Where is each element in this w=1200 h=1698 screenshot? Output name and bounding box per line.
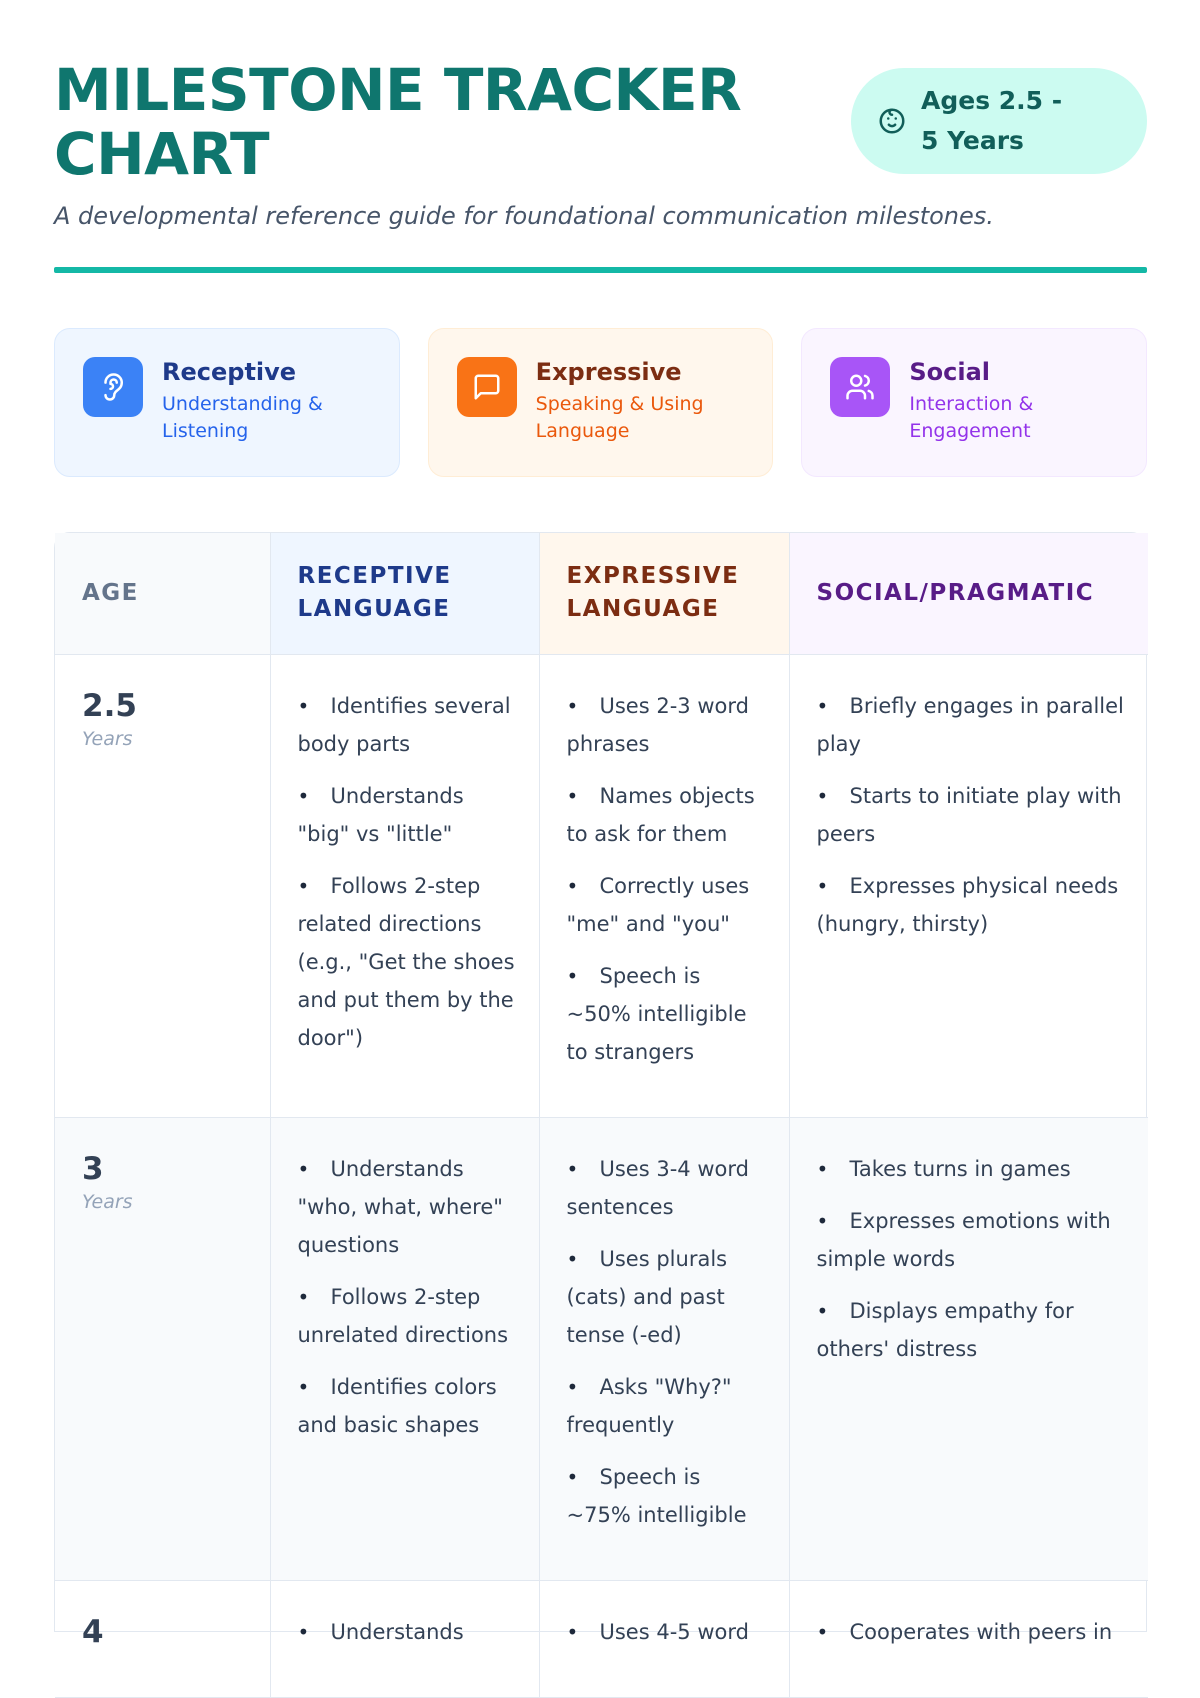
- category-description: Speaking & Using Language: [535, 393, 704, 442]
- list-item: • Speech is ~50% intelligible to strangers: [567, 957, 769, 1071]
- column-header-receptive: RECEPTIVE LANGUAGE: [270, 533, 539, 654]
- page-subtitle: A developmental reference guide for foundational communication milestones.: [54, 202, 994, 230]
- list-item: • Uses 4-5 word: [567, 1613, 769, 1651]
- age-range-label: Ages 2.5 - 5 Years: [921, 86, 1063, 155]
- age-cell: [55, 1117, 270, 1580]
- age-value: 3: [82, 1150, 104, 1187]
- list-item: • Expresses emotions with simple words: [817, 1202, 1129, 1278]
- list-item: • Identifies colors and basic shapes: [298, 1368, 519, 1444]
- category-description: Interaction & Engagement: [909, 393, 1034, 442]
- receptive-cell: [270, 654, 539, 1117]
- list-item: • Uses 3-4 word sentences: [567, 1150, 769, 1226]
- list-item: • Correctly uses "me" and "you": [567, 867, 769, 943]
- category-card-social: [801, 328, 1147, 477]
- list-item: • Speech is ~75% intelligible: [567, 1458, 769, 1534]
- list-item: • Cooperates with peers in: [817, 1613, 1129, 1651]
- list-item: • Uses 2-3 word phrases: [567, 687, 769, 763]
- page-title: MILESTONE TRACKER CHART: [54, 56, 742, 188]
- table-header-row: [55, 533, 1148, 654]
- age-range-badge: [851, 68, 1147, 174]
- social-cell: [789, 1580, 1148, 1697]
- category-title: Expressive: [535, 358, 682, 386]
- age-value: 4: [82, 1613, 104, 1650]
- category-card-expressive: [428, 328, 774, 477]
- list-item: • Understands "who, what, where" questions: [298, 1150, 519, 1264]
- list-item: • Asks "Why?" frequently: [567, 1368, 769, 1444]
- speech-bubble-icon: [457, 357, 517, 417]
- list-item: • Starts to initiate play with peers: [817, 777, 1129, 853]
- table-row: [55, 654, 1148, 1117]
- list-item: • Identifies several body parts: [298, 687, 519, 763]
- list-item: • Uses plurals (cats) and past tense (-ed): [567, 1240, 769, 1354]
- ear-icon: [83, 357, 143, 417]
- age-cell: [55, 654, 270, 1117]
- category-title: Social: [909, 358, 990, 386]
- column-header-social: SOCIAL/PRAGMATIC: [789, 533, 1148, 654]
- age-unit: Years: [82, 1190, 133, 1213]
- list-item: • Follows 2-step related directions (e.g., "Get the shoes and put them by the door"): [298, 867, 519, 1057]
- users-icon: [830, 357, 890, 417]
- age-unit: Years: [82, 727, 133, 750]
- list-item: • Briefly engages in parallel play: [817, 687, 1129, 763]
- baby-face-icon: [877, 106, 907, 136]
- receptive-cell: [270, 1580, 539, 1697]
- list-item: • Names objects to ask for them: [567, 777, 769, 853]
- list-item: • Understands: [298, 1613, 519, 1651]
- page-header: [54, 58, 1147, 270]
- receptive-cell: [270, 1117, 539, 1580]
- category-title: Receptive: [162, 358, 297, 386]
- category-card-receptive: [54, 328, 400, 477]
- column-header-age: AGE: [55, 533, 270, 654]
- social-cell: [789, 1117, 1148, 1580]
- list-item: • Expresses physical needs (hungry, thirsty): [817, 867, 1129, 943]
- table-row: [55, 1580, 1148, 1697]
- list-item: • Understands "big" vs "little": [298, 777, 519, 853]
- milestone-table: [54, 532, 1147, 1650]
- category-legend: [54, 328, 1147, 477]
- column-header-expressive: EXPRESSIVE LANGUAGE: [539, 533, 789, 654]
- list-item: • Displays empathy for others' distress: [817, 1292, 1129, 1368]
- age-value: 2.5: [82, 687, 137, 724]
- expressive-cell: [539, 1580, 789, 1697]
- list-item: • Follows 2-step unrelated directions: [298, 1278, 519, 1354]
- expressive-cell: [539, 1117, 789, 1580]
- expressive-cell: [539, 654, 789, 1117]
- header-divider: [54, 267, 1147, 273]
- category-description: Understanding & Listening: [162, 393, 323, 442]
- table-row: [55, 1117, 1148, 1580]
- social-cell: [789, 654, 1148, 1117]
- list-item: • Takes turns in games: [817, 1150, 1129, 1188]
- age-cell: [55, 1580, 270, 1697]
